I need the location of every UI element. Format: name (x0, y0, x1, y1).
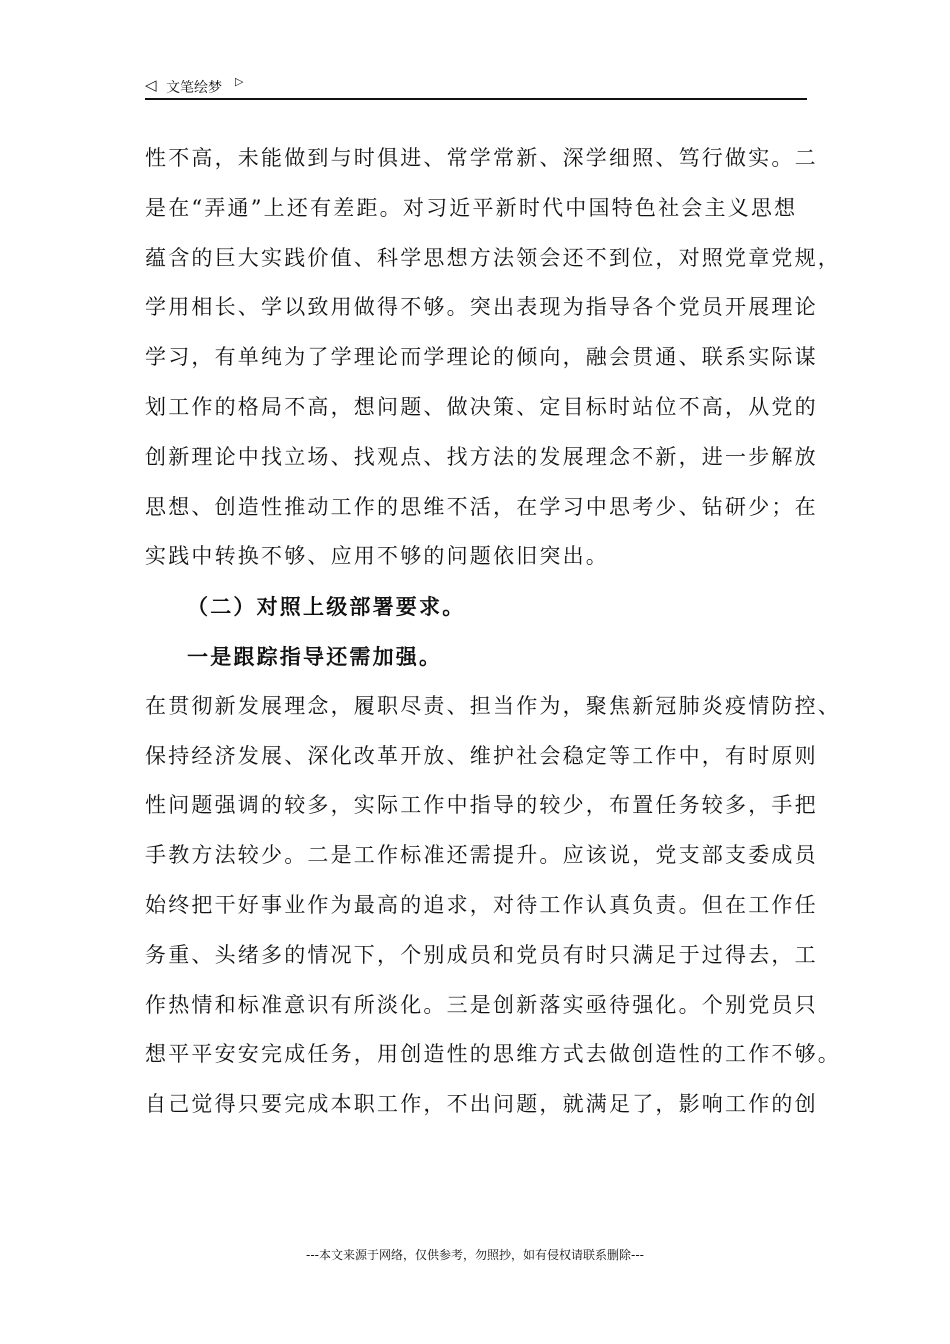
text-line: 学习，有单纯为了学理论而学理论的倾向，融会贯通、联系实际谋 (145, 345, 818, 370)
header-title: 文笔绘梦 (166, 80, 222, 96)
text-line: 作热情和标准意识有所淡化。三是创新落实亟待强化。个别党员只 (145, 992, 818, 1017)
text-line: 保持经济发展、深化改革开放、维护社会稳定等工作中，有时原则 (145, 743, 818, 768)
page-footer: ---本文来源于网络，仅供参考，勿照抄，如有侵权请联系删除--- (306, 1248, 644, 1262)
text-line: 学用相长、学以致用做得不够。突出表现为指导各个党员开展理论 (145, 295, 818, 320)
left-triangle-icon: ◁ (145, 76, 157, 94)
text-line: 性问题强调的较多，实际工作中指导的较少，布置任务较多，手把 (145, 793, 818, 818)
text-line: 蕴含的巨大实践价值、科学思想方法领会还不到位，对照党章党规， (145, 245, 841, 270)
text-line: 始终把干好事业作为最高的追求，对待工作认真负责。但在工作任 (145, 892, 818, 917)
section-heading: （二）对照上级部署要求。 (187, 594, 466, 620)
text-line: 手教方法较少。二是工作标准还需提升。应该说，党支部支委成员 (145, 843, 818, 868)
text-line: 自己觉得只要完成本职工作，不出问题，就满足了，影响工作的创 (145, 1092, 818, 1117)
subsection-heading: 一是跟踪指导还需加强。 (187, 643, 443, 669)
text-line: 性不高，未能做到与时俱进、常学常新、深学细照、笃行做实。二 (145, 146, 818, 170)
text-line: 是在“弄通”上还有差距。对习近平新时代中国特色社会主义思想 (145, 195, 798, 220)
page-header (145, 72, 807, 100)
text-line: 划工作的格局不高，想问题、做决策、定目标时站位不高，从党的 (145, 394, 818, 419)
right-triangle-icon: ▷ (235, 75, 244, 88)
text-line: 务重、头绪多的情况下，个别成员和党员有时只满足于过得去，工 (145, 942, 818, 967)
document-body (145, 134, 841, 1130)
text-line: 思想、创造性推动工作的思维不活，在学习中思考少、钻研少；在 (145, 494, 818, 519)
text-line: 在贯彻新发展理念，履职尽责、担当作为，聚焦新冠肺炎疫情防控、 (145, 693, 841, 718)
text-line: 想平平安安完成任务，用创造性的思维方式去做创造性的工作不够。 (145, 1042, 841, 1067)
text-line: 创新理论中找立场、找观点、找方法的发展理念不新，进一步解放 (145, 444, 818, 469)
text-line: 实践中转换不够、应用不够的问题依旧突出。 (145, 544, 609, 569)
